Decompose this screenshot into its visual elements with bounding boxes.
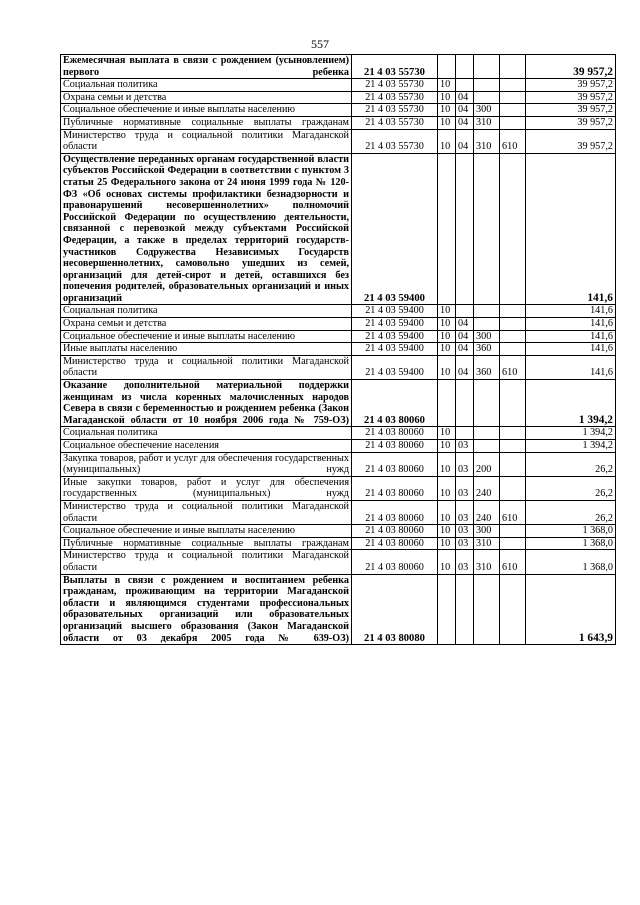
- row-amount: 39 957,2: [526, 104, 616, 117]
- subsection-code: 04: [456, 355, 474, 379]
- subsection-code: [456, 574, 474, 645]
- section-code: 10: [438, 79, 456, 92]
- section-code: 10: [438, 104, 456, 117]
- row-amount: 141,6: [526, 153, 616, 305]
- target-article-code: 21 4 03 59400: [352, 343, 438, 356]
- table-row: [61, 305, 616, 318]
- table-row: [61, 343, 616, 356]
- row-name: Публичные нормативные социальные выплаты гражданам: [61, 116, 352, 129]
- section-code: 10: [438, 550, 456, 574]
- expense-type-code: [474, 440, 500, 453]
- row-amount: 39 957,2: [526, 91, 616, 104]
- subsection-code: [456, 305, 474, 318]
- target-article-code: 21 4 03 80060: [352, 500, 438, 524]
- row-name: Социальная политика: [61, 79, 352, 92]
- table-row: [61, 116, 616, 129]
- row-name: Закупка товаров, работ и услуг для обеспечения государственных (муниципальных) нужд: [61, 452, 352, 476]
- target-article-code: 21 4 03 80060: [352, 427, 438, 440]
- table-row-article: [61, 153, 616, 305]
- row-name: Министерство труда и социальной политики Магаданской области: [61, 500, 352, 524]
- target-article-code: 21 4 03 80060: [352, 452, 438, 476]
- row-name: Социальная политика: [61, 427, 352, 440]
- row-amount: 1 643,9: [526, 574, 616, 645]
- subsection-code: 04: [456, 330, 474, 343]
- administrator-code: [500, 79, 526, 92]
- row-name: Социальное обеспечение и иные выплаты населению: [61, 330, 352, 343]
- expense-type-code: [474, 305, 500, 318]
- subsection-code: 04: [456, 129, 474, 153]
- row-name: Социальное обеспечение населения: [61, 440, 352, 453]
- subsection-code: 03: [456, 525, 474, 538]
- row-name: Охрана семьи и детства: [61, 91, 352, 104]
- row-amount: 141,6: [526, 355, 616, 379]
- expense-type-code: [474, 79, 500, 92]
- target-article-code: 21 4 03 80060: [352, 550, 438, 574]
- row-name: Выплаты в связи с рождением и воспитанием ребенка гражданам, проживающим на территории Магаданской области и являющимся студентами профессиональных образовательных организаций или образовательных организаций высшего образования (Закон Магаданской области от 03 декабря 2005 года № 639-ОЗ): [61, 574, 352, 645]
- row-amount: 39 957,2: [526, 55, 616, 79]
- row-name: Социальная политика: [61, 305, 352, 318]
- table-row: [61, 440, 616, 453]
- expense-type-code: [474, 574, 500, 645]
- administrator-code: [500, 440, 526, 453]
- row-amount: 39 957,2: [526, 129, 616, 153]
- administrator-code: [500, 427, 526, 440]
- section-code: [438, 153, 456, 305]
- subsection-code: 03: [456, 537, 474, 550]
- row-amount: 39 957,2: [526, 79, 616, 92]
- administrator-code: [500, 574, 526, 645]
- row-amount: 26,2: [526, 500, 616, 524]
- target-article-code: 21 4 03 80060: [352, 525, 438, 538]
- row-amount: 1 368,0: [526, 550, 616, 574]
- table-row: [61, 318, 616, 331]
- expense-type-code: [474, 427, 500, 440]
- administrator-code: [500, 116, 526, 129]
- subsection-code: 04: [456, 343, 474, 356]
- section-code: 10: [438, 440, 456, 453]
- expense-type-code: 310: [474, 116, 500, 129]
- section-code: 10: [438, 355, 456, 379]
- table-row: [61, 91, 616, 104]
- table-row: [61, 427, 616, 440]
- target-article-code: 21 4 03 80060: [352, 476, 438, 500]
- administrator-code: [500, 305, 526, 318]
- table-row-article: [61, 55, 616, 79]
- target-article-code: 21 4 03 55730: [352, 104, 438, 117]
- subsection-code: 03: [456, 550, 474, 574]
- expense-type-code: 310: [474, 537, 500, 550]
- table-row: [61, 129, 616, 153]
- row-amount: 141,6: [526, 305, 616, 318]
- target-article-code: 21 4 03 80060: [352, 440, 438, 453]
- section-code: [438, 574, 456, 645]
- row-amount: 141,6: [526, 330, 616, 343]
- section-code: 10: [438, 343, 456, 356]
- table-row: [61, 476, 616, 500]
- expense-type-code: [474, 380, 500, 427]
- table-row: [61, 525, 616, 538]
- administrator-code: [500, 380, 526, 427]
- table-row-article: [61, 574, 616, 645]
- administrator-code: 610: [500, 550, 526, 574]
- row-name: Министерство труда и социальной политики Магаданской области: [61, 129, 352, 153]
- expense-type-code: 300: [474, 330, 500, 343]
- budget-table: [60, 54, 616, 645]
- administrator-code: [500, 318, 526, 331]
- section-code: 10: [438, 452, 456, 476]
- administrator-code: [500, 452, 526, 476]
- row-amount: 1 394,2: [526, 440, 616, 453]
- subsection-code: [456, 153, 474, 305]
- row-amount: 1 368,0: [526, 525, 616, 538]
- section-code: 10: [438, 525, 456, 538]
- subsection-code: 04: [456, 91, 474, 104]
- row-name: Министерство труда и социальной политики Магаданской области: [61, 550, 352, 574]
- administrator-code: 610: [500, 355, 526, 379]
- expense-type-code: 360: [474, 343, 500, 356]
- section-code: 10: [438, 330, 456, 343]
- table-row: [61, 79, 616, 92]
- target-article-code: 21 4 03 59400: [352, 305, 438, 318]
- expense-type-code: 240: [474, 500, 500, 524]
- table-row: [61, 355, 616, 379]
- table-row: [61, 452, 616, 476]
- subsection-code: [456, 79, 474, 92]
- administrator-code: [500, 153, 526, 305]
- section-code: 10: [438, 427, 456, 440]
- administrator-code: 610: [500, 500, 526, 524]
- subsection-code: 03: [456, 440, 474, 453]
- administrator-code: [500, 476, 526, 500]
- target-article-code: 21 4 03 59400: [352, 330, 438, 343]
- row-name: Иные выплаты населению: [61, 343, 352, 356]
- section-code: 10: [438, 305, 456, 318]
- section-code: 10: [438, 318, 456, 331]
- target-article-code: 21 4 03 80080: [352, 574, 438, 645]
- administrator-code: [500, 104, 526, 117]
- row-name: Охрана семьи и детства: [61, 318, 352, 331]
- row-name: Ежемесячная выплата в связи с рождением (усыновлением) первого ребенка: [61, 55, 352, 79]
- target-article-code: 21 4 03 59400: [352, 153, 438, 305]
- section-code: 10: [438, 500, 456, 524]
- target-article-code: 21 4 03 80060: [352, 380, 438, 427]
- administrator-code: 610: [500, 129, 526, 153]
- expense-type-code: 240: [474, 476, 500, 500]
- expense-type-code: [474, 318, 500, 331]
- subsection-code: 03: [456, 476, 474, 500]
- administrator-code: [500, 330, 526, 343]
- section-code: 10: [438, 91, 456, 104]
- subsection-code: [456, 55, 474, 79]
- expense-type-code: [474, 55, 500, 79]
- table-row: [61, 550, 616, 574]
- subsection-code: 03: [456, 500, 474, 524]
- table-row: [61, 537, 616, 550]
- target-article-code: 21 4 03 55730: [352, 79, 438, 92]
- section-code: 10: [438, 116, 456, 129]
- administrator-code: [500, 525, 526, 538]
- target-article-code: 21 4 03 55730: [352, 55, 438, 79]
- table-row: [61, 500, 616, 524]
- expense-type-code: 300: [474, 104, 500, 117]
- table-row: [61, 104, 616, 117]
- subsection-code: [456, 380, 474, 427]
- expense-type-code: [474, 153, 500, 305]
- expense-type-code: [474, 91, 500, 104]
- target-article-code: 21 4 03 55730: [352, 129, 438, 153]
- row-amount: 141,6: [526, 343, 616, 356]
- table-row: [61, 330, 616, 343]
- table-row-article: [61, 380, 616, 427]
- subsection-code: 04: [456, 318, 474, 331]
- row-amount: 141,6: [526, 318, 616, 331]
- row-amount: 1 394,2: [526, 427, 616, 440]
- administrator-code: [500, 55, 526, 79]
- subsection-code: 04: [456, 104, 474, 117]
- expense-type-code: 360: [474, 355, 500, 379]
- target-article-code: 21 4 03 55730: [352, 116, 438, 129]
- administrator-code: [500, 537, 526, 550]
- administrator-code: [500, 91, 526, 104]
- row-name: Публичные нормативные социальные выплаты гражданам: [61, 537, 352, 550]
- section-code: [438, 55, 456, 79]
- target-article-code: 21 4 03 59400: [352, 355, 438, 379]
- row-name: Оказание дополнительной материальной поддержки женщинам из числа коренных малочисленных народов Севера в связи с беременностью и рождением ребенка (Закон Магаданской области от 10 ноября 2006 года № 759-ОЗ): [61, 380, 352, 427]
- row-name: Иные закупки товаров, работ и услуг для обеспечения государственных (муниципальных) нужд: [61, 476, 352, 500]
- subsection-code: 04: [456, 116, 474, 129]
- section-code: 10: [438, 537, 456, 550]
- expense-type-code: 310: [474, 550, 500, 574]
- row-amount: 39 957,2: [526, 116, 616, 129]
- subsection-code: 03: [456, 452, 474, 476]
- row-amount: 26,2: [526, 476, 616, 500]
- target-article-code: 21 4 03 59400: [352, 318, 438, 331]
- target-article-code: 21 4 03 55730: [352, 91, 438, 104]
- section-code: [438, 380, 456, 427]
- row-name: Социальное обеспечение и иные выплаты населению: [61, 525, 352, 538]
- subsection-code: [456, 427, 474, 440]
- row-amount: 26,2: [526, 452, 616, 476]
- row-name: Социальное обеспечение и иные выплаты населению: [61, 104, 352, 117]
- expense-type-code: 200: [474, 452, 500, 476]
- table-body: [61, 55, 616, 645]
- expense-type-code: 300: [474, 525, 500, 538]
- row-name: Министерство труда и социальной политики Магаданской области: [61, 355, 352, 379]
- page-number: 557: [311, 37, 329, 51]
- row-name: Осуществление переданных органам государственной власти субъектов Российской Федерации в соответствии с пунктом 3 статьи 25 Федерального закона от 24 июня 1999 года № 120-ФЗ «Об основах системы профилактики безнадзорности и правонарушений несовершеннолетних» полномочий Российской Федерации по осуществлению деятельности, связанной с перевозкой между субъектами Российской Федерации, а также в пределах территорий государств-участников Содружества Независимых Государств несовершеннолетних, самовольно ушедших из семей, организаций для детей-сирот и детей, оставшихся без попечения родителей, образовательных организаций и иных организаций: [61, 153, 352, 305]
- row-amount: 1 394,2: [526, 380, 616, 427]
- target-article-code: 21 4 03 80060: [352, 537, 438, 550]
- row-amount: 1 368,0: [526, 537, 616, 550]
- expense-type-code: 310: [474, 129, 500, 153]
- administrator-code: [500, 343, 526, 356]
- section-code: 10: [438, 129, 456, 153]
- section-code: 10: [438, 476, 456, 500]
